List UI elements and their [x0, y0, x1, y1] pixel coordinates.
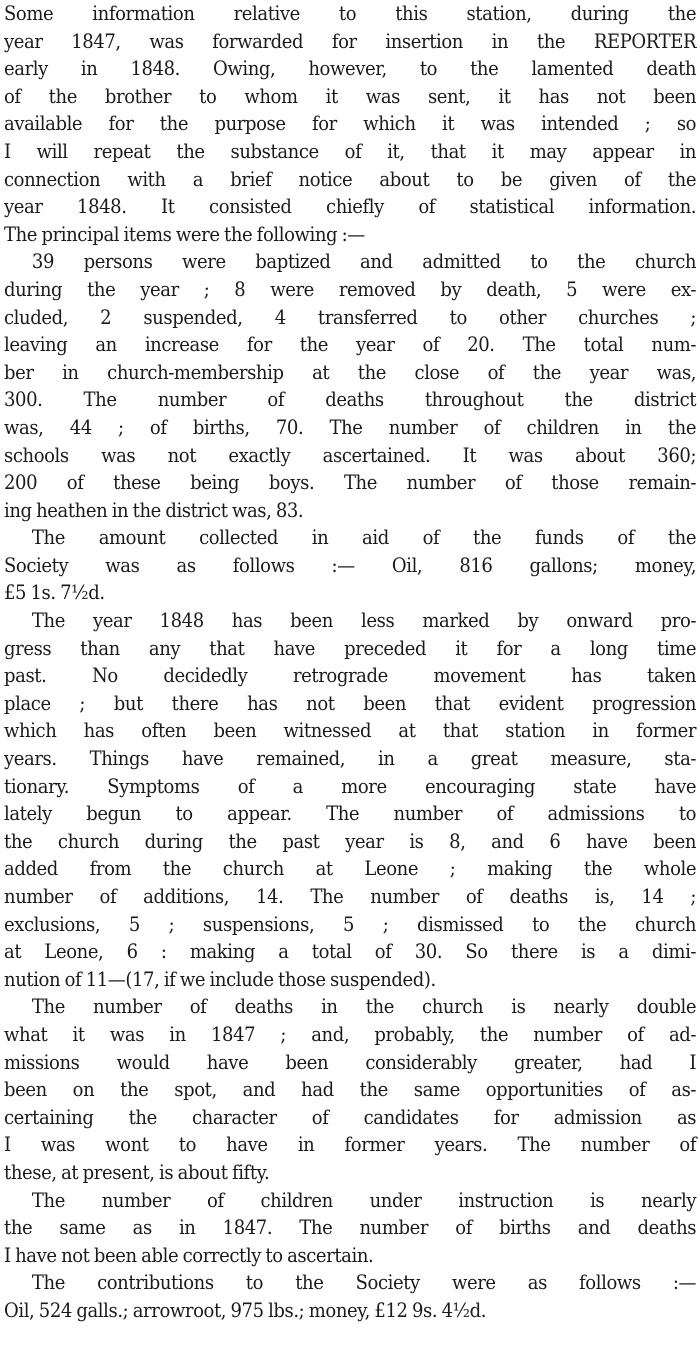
text-line: what it was in 1847 ; and, probably, the number of ad-: [4, 1021, 697, 1046]
text-line: The number of deaths in the church is nearly double: [31, 994, 697, 1019]
text-line: 200 of these being boys. The number of those remain-: [4, 470, 697, 495]
text-line: certaining the character of candidates for admission as: [4, 1104, 697, 1129]
text-line: 300. The number of deaths throughout the district: [4, 387, 697, 412]
paragraph: [4, 993, 696, 1186]
text-line: was, 44 ; of births, 70. The number of children in the: [4, 414, 697, 439]
text-line: of the brother to whom it was sent, it has not been: [4, 83, 697, 108]
text-line: the same as in 1847. The number of births and deaths: [4, 1215, 697, 1240]
text-line: during the year ; 8 were removed by death, 5 were ex-: [4, 276, 697, 301]
document-page: [4, 0, 696, 1325]
text-line: year 1848. It consisted chiefly of statistical information.: [4, 194, 697, 219]
text-line: past. No decidedly retrograde movement has taken: [4, 663, 697, 688]
text-line: been on the spot, and had the same opportunities of as-: [4, 1077, 697, 1102]
text-line: cluded, 2 suspended, 4 transferred to other churches ;: [4, 304, 697, 329]
text-line: I will repeat the substance of it, that it may appear in: [4, 138, 697, 163]
paragraph: [4, 1269, 696, 1324]
text-line: leaving an increase for the year of 20. The total num-: [4, 332, 697, 357]
paragraph: [4, 1187, 696, 1270]
text-line: missions would have been considerably greater, had I: [4, 1049, 697, 1074]
paragraph: [4, 0, 696, 248]
text-line: The principal items were the following :—: [4, 221, 365, 246]
text-line: Society was as follows :— Oil, 816 gallons; money,: [4, 552, 697, 577]
text-line: which has often been witnessed at that station in former: [4, 718, 697, 743]
text-line: year 1847, was forwarded for insertion in the REPORTER: [4, 28, 697, 53]
text-line: connection with a brief notice about to be given of the: [4, 166, 697, 191]
text-line: ber in church-membership at the close of the year was,: [4, 359, 697, 384]
text-line: early in 1848. Owing, however, to the lamented death: [4, 56, 697, 81]
text-line: 39 persons were baptized and admitted to the church: [31, 249, 697, 274]
text-line: ing heathen in the district was, 83.: [4, 497, 304, 522]
text-line: the church during the past year is 8, and 6 have been: [4, 828, 697, 853]
text-line: schools was not exactly ascertained. It was about 360;: [4, 442, 697, 467]
text-line: tionary. Symptoms of a more encouraging state have: [4, 773, 697, 798]
text-line: place ; but there has not been that evident progression: [4, 690, 697, 715]
paragraph: [4, 248, 696, 524]
text-line: The contributions to the Society were as follows :—: [31, 1270, 697, 1295]
text-line: added from the church at Leone ; making the whole: [4, 856, 697, 881]
text-line: The year 1848 has been less marked by onward pro-: [31, 608, 697, 633]
text-line: at Leone, 6 : making a total of 30. So there is a dimi-: [4, 939, 697, 964]
text-line: number of additions, 14. The number of deaths is, 14 ;: [4, 884, 697, 908]
text-line: I have not been able correctly to ascertain.: [4, 1242, 374, 1267]
paragraph: [4, 524, 696, 607]
text-line: I was wont to have in former years. The number of: [4, 1132, 697, 1157]
text-line: gress than any that have preceded it for a long time: [4, 635, 697, 660]
text-line: The number of children under instruction is nearly: [31, 1187, 697, 1212]
text-line: Some information relative to this station, during the: [4, 1, 697, 25]
text-line: lately begun to appear. The number of admissions to: [4, 801, 697, 826]
text-line: The amount collected in aid of the funds of the: [31, 525, 697, 550]
text-line: these, at present, is about fifty.: [4, 1159, 270, 1184]
text-line: available for the purpose for which it was intended ; so: [4, 111, 697, 136]
text-line: nution of 11—(17, if we include those suspended).: [4, 966, 436, 991]
text-line: exclusions, 5 ; suspensions, 5 ; dismissed to the church: [4, 911, 697, 936]
paragraph: [4, 607, 696, 993]
text-line: years. Things have remained, in a great measure, sta-: [4, 746, 697, 771]
text-line: £5 1s. 7½d.: [4, 580, 105, 605]
text-line: Oil, 524 galls.; arrowroot, 975 lbs.; money, £12 9s. 4½d.: [4, 1297, 487, 1322]
